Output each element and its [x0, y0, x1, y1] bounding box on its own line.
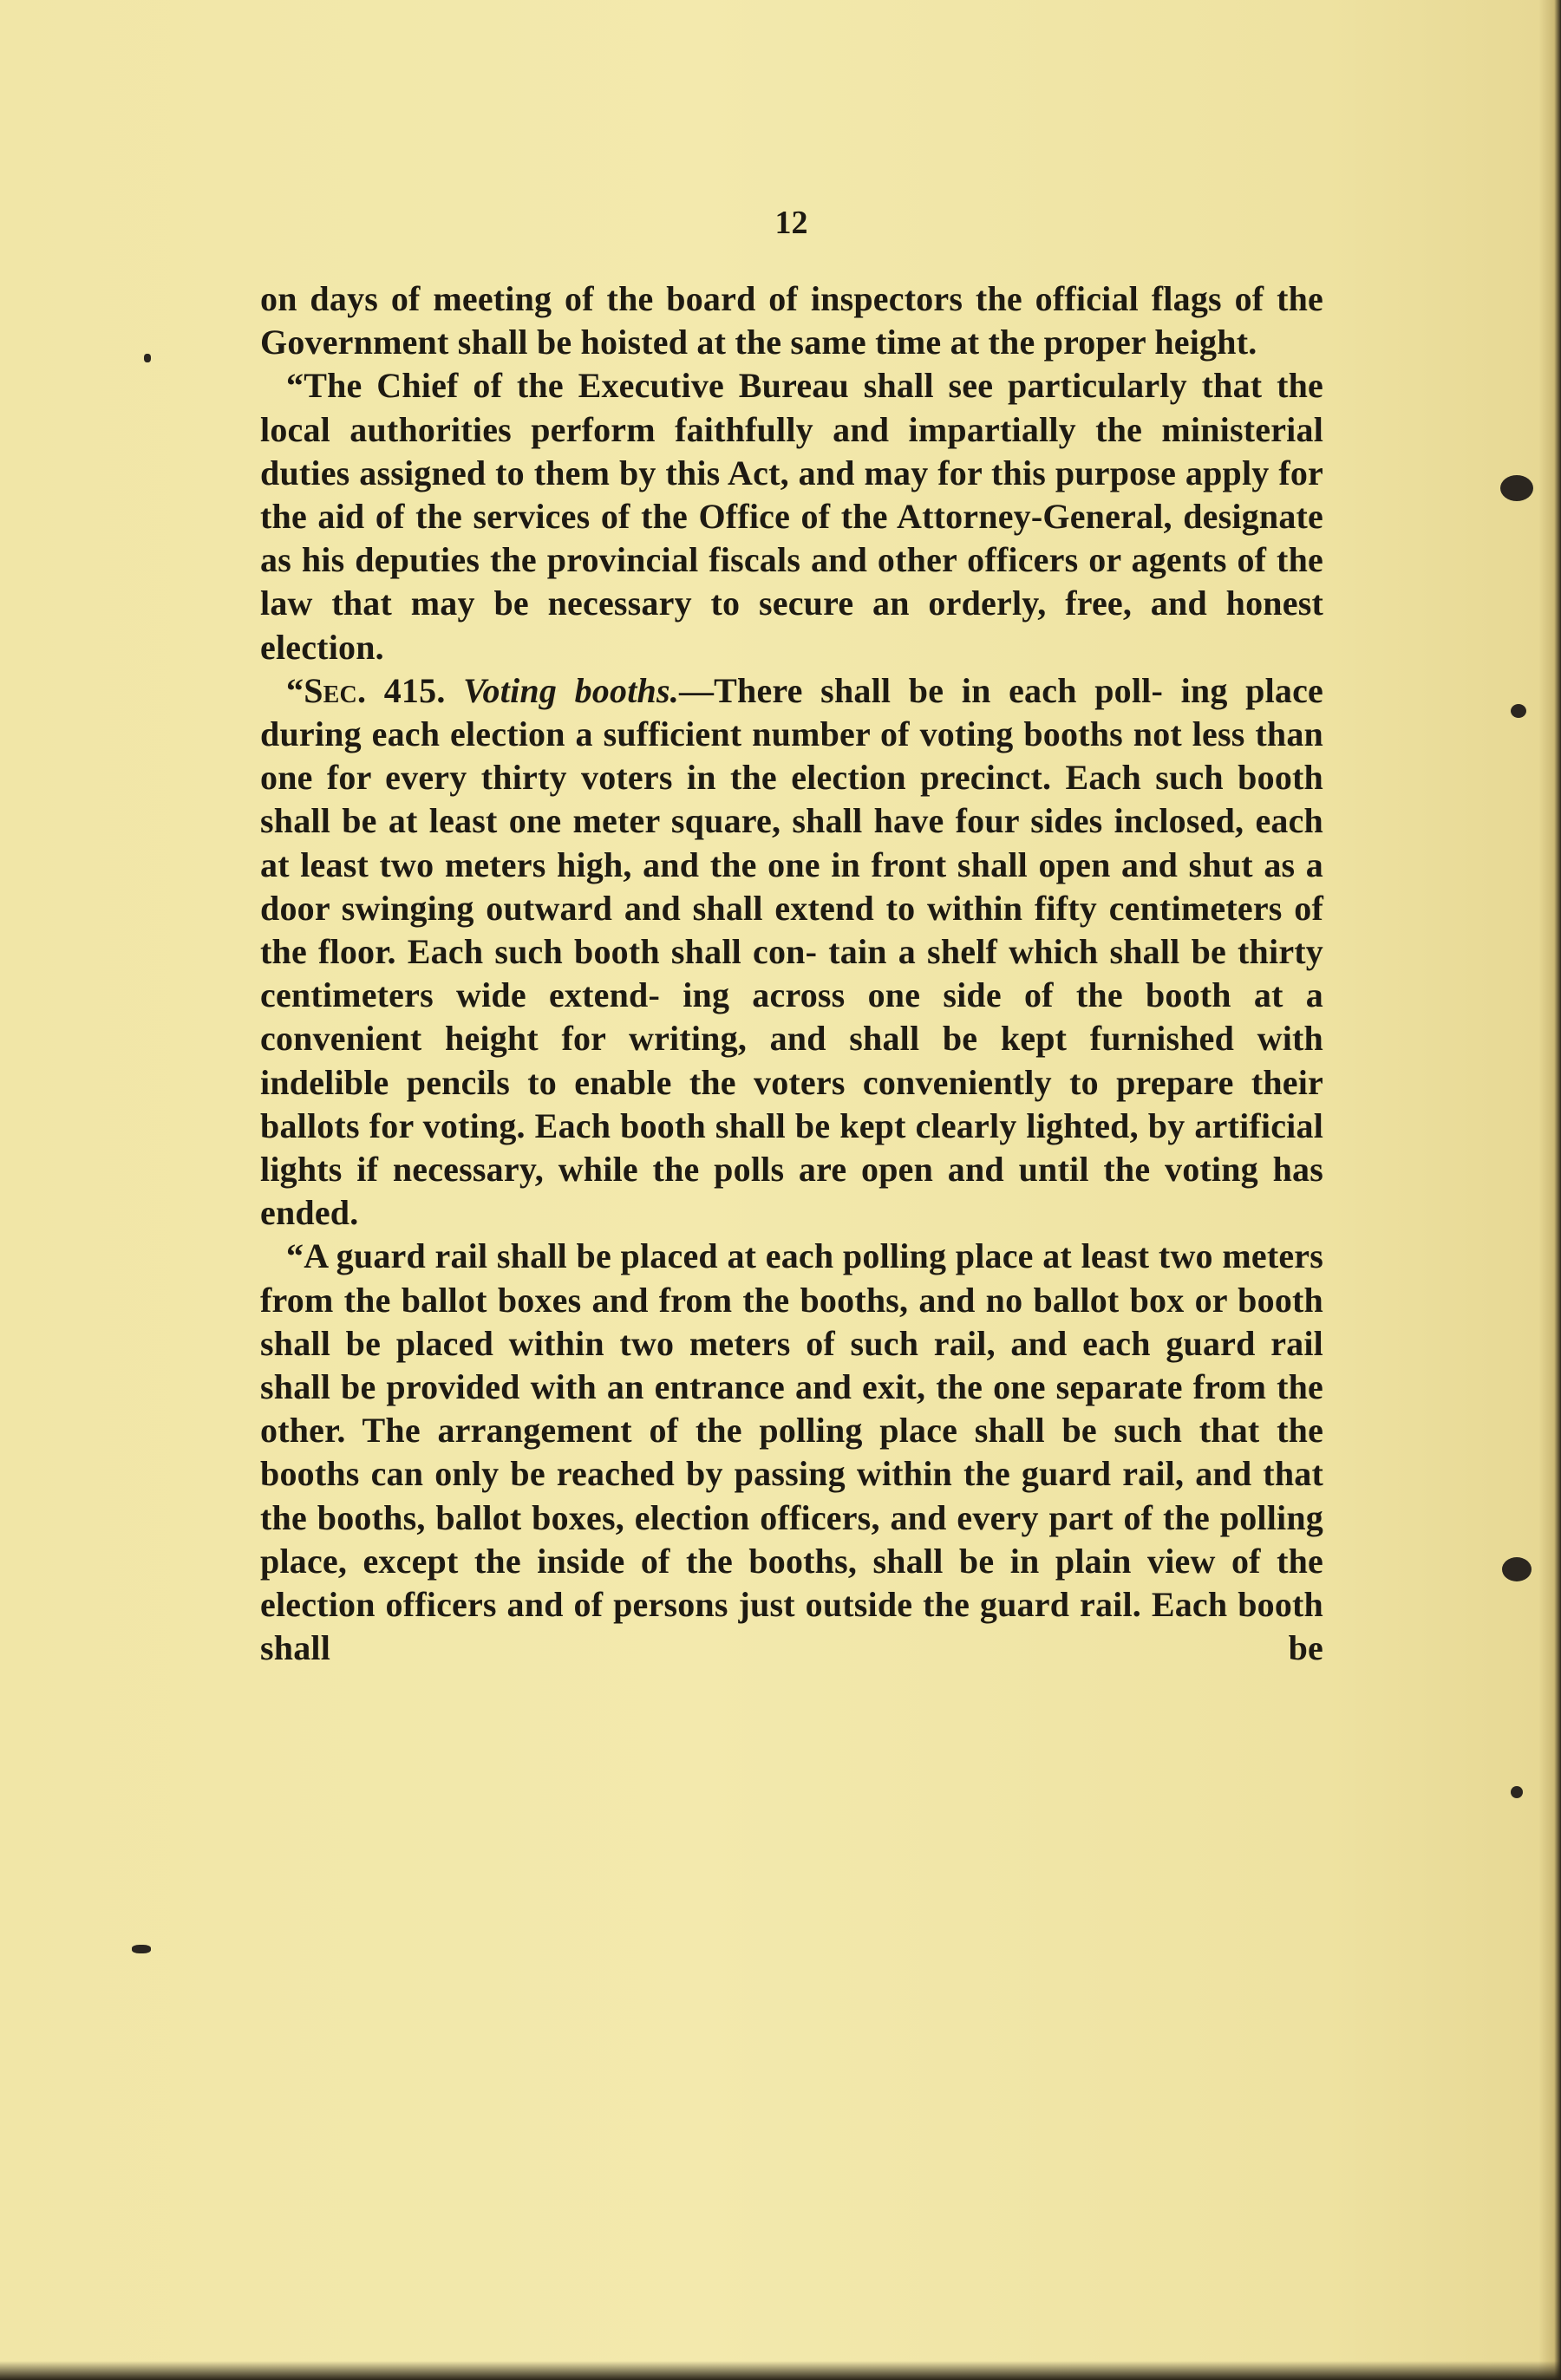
ink-speck-bottom-left: [132, 1945, 151, 1953]
text-line: tain a shelf which shall be thirty centimeters wide extend-: [260, 932, 1323, 1015]
paragraph-4: [260, 1235, 1323, 1670]
section-abbrev: Sec.: [304, 670, 367, 710]
text-line: the ministerial duties assigned to them by this Act, and: [260, 409, 1324, 492]
text-line: artificial lights if necessary, while the polls are open and: [260, 1105, 1324, 1190]
text-line: —There shall be in each poll-: [678, 670, 1164, 710]
text-line: at the proper height.: [950, 323, 1257, 362]
section-open-quote: “: [286, 670, 304, 710]
text-line: may for this purpose apply for the aid of the services of: [260, 453, 1323, 537]
text-line: the Office of the Attorney-General, designate as his deputies: [260, 497, 1324, 580]
paragraph-2: [260, 364, 1323, 668]
text-line: “A guard rail shall be placed at each polling place at: [286, 1236, 1072, 1276]
text-line: ing across one side of the booth at a convenient height for: [260, 975, 1323, 1059]
text-line: rail, and that the booths, ballot boxes, election officers, and: [260, 1454, 1323, 1537]
section-number: 415.: [366, 670, 464, 710]
text-line: fifty centimeters of the floor. Each such booth shall con-: [260, 888, 1323, 972]
text-line: until the voting has ended.: [260, 1150, 1323, 1233]
page-number: 12: [774, 205, 808, 241]
text-line: law that may be necessary to secure an orderly, free, and: [260, 584, 1207, 623]
text-line: as a door swinging outward and shall extend to within: [260, 844, 1323, 928]
text-line: every part of the polling place, except the inside of the: [260, 1497, 1323, 1581]
text-line: on days of meeting of the board of inspectors the official: [260, 279, 1139, 318]
section-415-paragraph: [260, 669, 1323, 1236]
binding-hole-3: [1502, 1557, 1532, 1581]
binding-hole-1: [1500, 475, 1533, 501]
body-text: [260, 277, 1323, 1671]
text-line: the provincial fiscals and other officers or agents of the: [489, 540, 1323, 580]
page-edge-bottom: [0, 2361, 1561, 2380]
text-line: and no ballot box or booth shall be placed within two meters: [260, 1280, 1323, 1363]
text-line: writing, and shall be kept furnished with indelible pencils: [260, 1019, 1323, 1102]
text-line: booths not less than one for every thirty voters in the: [260, 714, 1323, 798]
text-line: booths, shall be in plain view of the election officers and of: [260, 1541, 1323, 1625]
text-line: election precinct. Each such booth shall be at least one: [260, 758, 1323, 841]
text-line: meter square, shall have four sides inclosed, each at least: [260, 801, 1323, 884]
text-line: “The Chief of the Executive Bureau shall see particularly: [286, 366, 1187, 406]
text-line: ing place during each election a sufficient number of voting: [260, 670, 1323, 754]
text-line: entrance and exit, the one separate from the other. The: [260, 1367, 1324, 1451]
text-line: persons just outside the guard rail. Each booth shall be: [260, 1585, 1324, 1668]
text-line: two meters high, and the one in front shall open and shut: [379, 844, 1253, 884]
text-line: to enable the voters conveniently to prepare their ballots: [260, 1062, 1324, 1145]
paragraph-1: [260, 277, 1323, 364]
text-line: for voting. Each booth shall be kept clearly lighted, by: [369, 1105, 1185, 1145]
text-line: booths can only be reached by passing within the guard: [260, 1454, 1112, 1494]
text-line: arrangement of the polling place shall be such that the: [437, 1411, 1324, 1451]
text-line: honest election.: [260, 584, 1323, 667]
ink-speck-left: [144, 354, 151, 362]
text-line: of such rail, and each guard rail shall be provided with an: [260, 1323, 1323, 1407]
binding-hole-2: [1511, 704, 1526, 718]
section-title: Voting booths.: [463, 670, 679, 710]
text-line: least two meters from the ballot boxes and from the booths,: [260, 1236, 1324, 1320]
text-line: that the local authorities perform faithfully and impartially: [260, 366, 1323, 449]
binding-hole-4: [1511, 1786, 1523, 1798]
page-edge-right: [1538, 0, 1561, 2380]
text-line: flags of the Government shall be hoisted at the same time: [260, 279, 1324, 362]
